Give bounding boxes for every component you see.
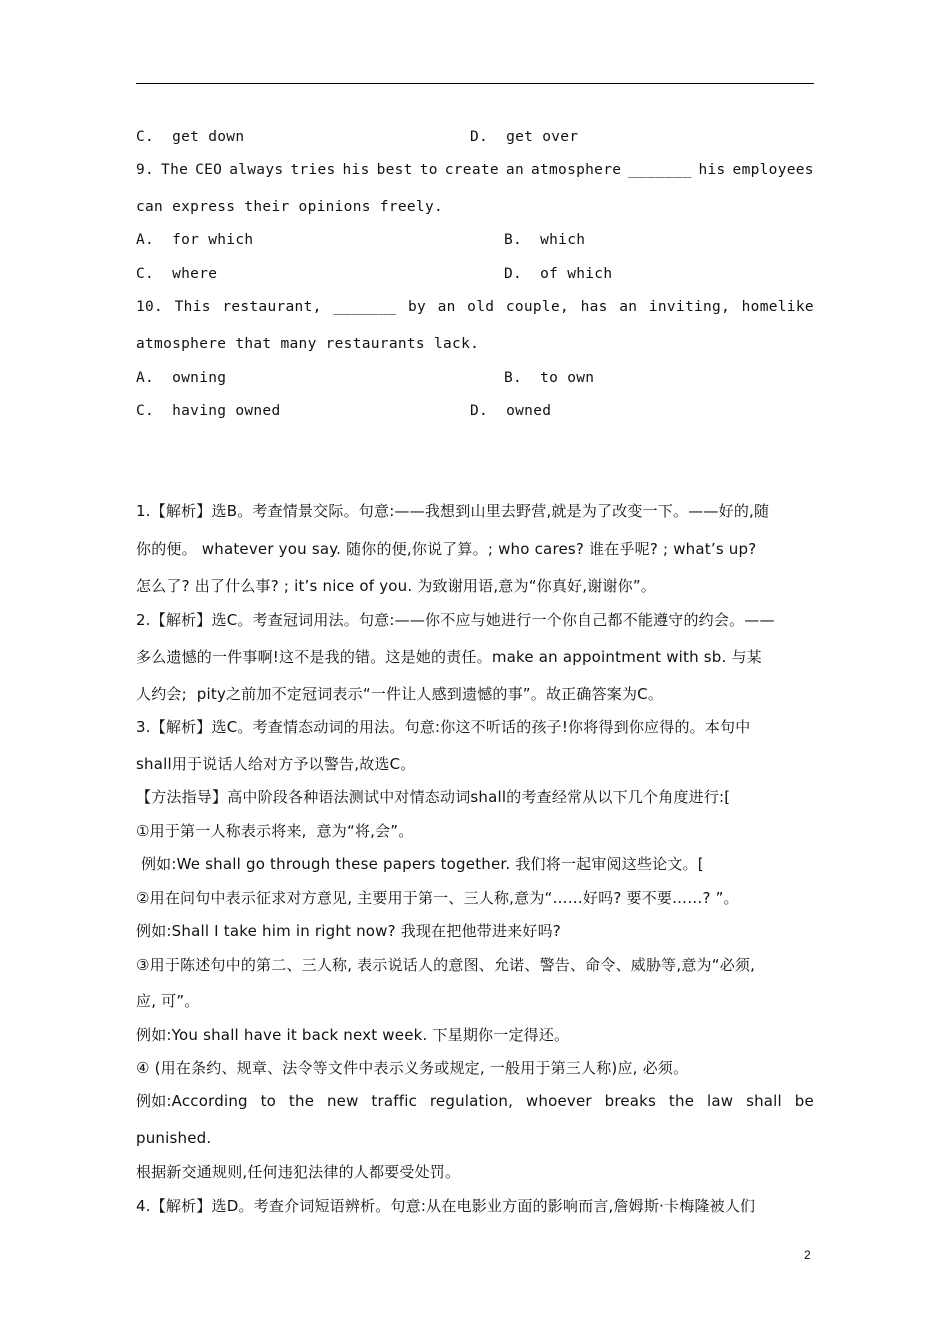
word: traffic: [371, 1092, 418, 1110]
answer2-line1: 2.【解析】选C。考查冠词用法。句意:——你不应与她进行一个你自己都不能遵守的约会。——: [136, 611, 775, 629]
word: create: [444, 162, 499, 178]
method-point1: ①用于第一人称表示将来, 意为“将,会”。: [136, 822, 414, 840]
method-example1: 例如:We shall go through these papers together. 我们将一起审阅这些论文。[: [136, 855, 704, 873]
word: new: [326, 1092, 359, 1110]
word: 10.: [136, 299, 164, 315]
word: law: [706, 1092, 734, 1110]
word: his: [342, 162, 370, 178]
word: restaurant,: [222, 299, 322, 315]
answer3-line1: 3.【解析】选C。考查情态动词的用法。句意:你这不听话的孩子!你将得到你应得的。本句中: [136, 718, 751, 736]
word: whoever: [525, 1092, 592, 1110]
word: atmosphere: [530, 162, 622, 178]
word: an: [619, 299, 638, 315]
answer2-line2: 多么遗憾的一件事啊!这不是我的错。这是她的责任。make an appointment with sb. 与某: [136, 648, 762, 666]
method-example4-translation: 根据新交通规则,任何违犯法律的人都要受处罚。: [136, 1163, 461, 1181]
q9-option-c: C. where: [136, 266, 218, 282]
word: an: [505, 162, 524, 178]
word: inviting,: [648, 299, 731, 315]
header-rule: [136, 83, 814, 84]
word: old: [467, 299, 495, 315]
word: 9.: [136, 162, 155, 178]
method-guide-heading: 【方法指导】高中阶段各种语法测试中对情态动词shall的考查经常从以下几个角度进行:[: [136, 788, 731, 806]
word: to: [260, 1092, 277, 1110]
method-example3: 例如:You shall have it back next week. 下星期你一定得还。: [136, 1026, 570, 1044]
method-example2: 例如:Shall I take him in right now? 我现在把他带进来好吗?: [136, 922, 561, 940]
q9-stem-line1: [136, 160, 814, 180]
q10-option-d: D. owned: [470, 403, 552, 419]
q10-option-a: A. owning: [136, 370, 227, 386]
word: couple,: [505, 299, 570, 315]
word: be: [794, 1092, 814, 1110]
word: This: [174, 299, 211, 315]
word: an: [437, 299, 456, 315]
word: to: [419, 162, 438, 178]
word: homelike: [741, 299, 814, 315]
method-point3-line1: ③用于陈述句中的第二、三人称, 表示说话人的意图、允诺、警告、命令、威胁等,意为“必须,: [136, 956, 756, 974]
word: tries: [290, 162, 336, 178]
answer1-line3: 怎么了? 出了什么事? ; it’s nice of you. 为致谢用语,意为“你真好,谢谢你”。: [136, 577, 657, 595]
word: best: [376, 162, 413, 178]
word: the: [288, 1092, 315, 1110]
q10-option-b: B. to own: [504, 370, 595, 386]
word: regulation,: [429, 1092, 514, 1110]
q8-option-c: C. get down: [136, 129, 245, 145]
method-point2: ②用在问句中表示征求对方意见, 主要用于第一、三人称,意为“……好吗? 要不要……? ”。: [136, 889, 739, 907]
q10-stem-line2: atmosphere that many restaurants lack.: [136, 336, 480, 352]
page-number: 2: [804, 1248, 811, 1262]
word: the: [668, 1092, 695, 1110]
word: breaks: [604, 1092, 657, 1110]
q10-option-c: C. having owned: [136, 403, 281, 419]
answer3-line2: shall用于说话人给对方予以警告,故选C。: [136, 755, 416, 773]
word: employees: [732, 162, 814, 178]
method-example4-line2: punished.: [136, 1129, 212, 1147]
answer1-line1: 1.【解析】选B。考查情景交际。句意:——我想到山里去野营,就是为了改变一下。——好的,随: [136, 502, 770, 520]
answer1-line2: 你的便。 whatever you say. 随你的便,你说了算。; who cares? 谁在乎呢? ; what’s up?: [136, 540, 757, 558]
method-example4-line1: [136, 1091, 814, 1111]
method-point4: ④ (用在条约、规章、法令等文件中表示义务或规定, 一般用于第三人称)应, 必须。: [136, 1059, 689, 1077]
answer4-line1: 4.【解析】选D。考查介词短语辨析。句意:从在电影业方面的影响而言,詹姆斯·卡梅隆被人们: [136, 1197, 756, 1215]
method-point3-line2: 应, 可”。: [136, 992, 200, 1010]
word: CEO: [195, 162, 223, 178]
word: always: [229, 162, 284, 178]
q9-option-d: D. of which: [504, 266, 613, 282]
word: has: [580, 299, 608, 315]
word: shall: [746, 1092, 782, 1110]
q10-stem-line1: [136, 297, 814, 317]
answer2-line3: 人约会; pity之前加不定冠词表示“一件让人感到遗憾的事”。故正确答案为C。: [136, 685, 664, 703]
q8-option-d: D. get over: [470, 129, 579, 145]
word: _______: [628, 162, 692, 178]
word: by: [407, 299, 427, 315]
word: 例如:According: [136, 1092, 248, 1110]
q9-stem-line2: can express their opinions freely.: [136, 199, 444, 215]
word: _______: [333, 299, 397, 315]
word: The: [161, 162, 189, 178]
q9-option-a: A. for which: [136, 232, 254, 248]
word: his: [698, 162, 726, 178]
q9-option-b: B. which: [504, 232, 586, 248]
